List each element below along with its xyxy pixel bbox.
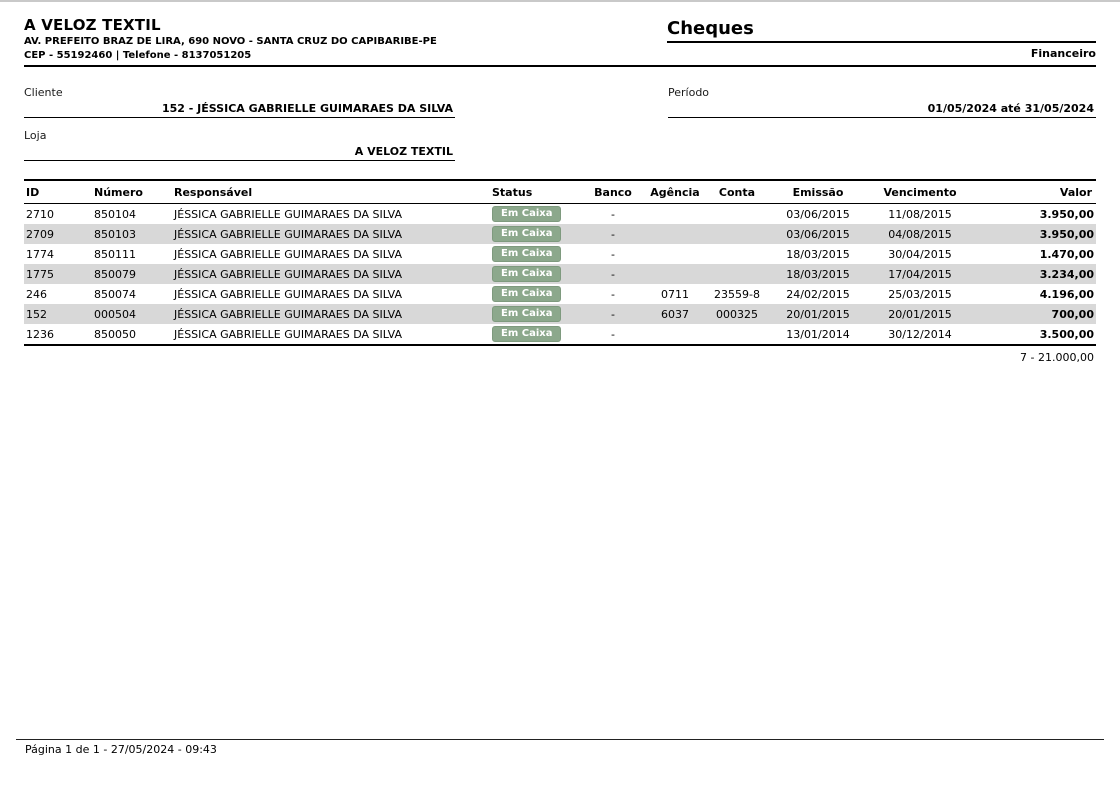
cell-conta: [706, 224, 768, 244]
cell-status: [490, 244, 582, 264]
cell-emissao: 20/01/2015: [786, 307, 850, 321]
col-header-agencia: Agência: [650, 186, 700, 199]
periodo-label: Período: [668, 86, 710, 99]
filters-row-1: [24, 86, 1096, 118]
cell-responsavel: JÉSSICA GABRIELLE GUIMARAES DA SILVA: [174, 307, 403, 321]
cell-valor: 4.196,00: [1039, 287, 1094, 301]
table-summary-total: 7 - 21.000,00: [1020, 351, 1094, 364]
cell-responsavel: JÉSSICA GABRIELLE GUIMARAES DA SILVA: [174, 267, 403, 281]
cell-banco: -: [611, 307, 615, 321]
cell-agencia: [644, 204, 706, 225]
cell-vencimento: 30/12/2014: [888, 327, 952, 341]
periodo-field: [668, 86, 1096, 118]
cliente-label: Cliente: [24, 86, 63, 99]
cell-banco: -: [611, 247, 615, 261]
cell-status: [490, 284, 582, 304]
cell-valor: 1.470,00: [1039, 247, 1094, 261]
cell-numero: 850111: [94, 247, 136, 261]
cell-status: [490, 324, 582, 345]
cheques-table-body: [24, 204, 1096, 346]
filters-row-2: [24, 129, 1096, 161]
col-header-vencimento: Vencimento: [883, 186, 957, 199]
col-header-valor: Valor: [1059, 186, 1092, 199]
cell-agencia: [644, 244, 706, 264]
cell-emissao: 13/01/2014: [786, 327, 850, 341]
company-address-line1: AV. PREFEITO BRAZ DE LIRA, 690 NOVO - SANTA CRUZ DO CAPIBARIBE-PE: [24, 36, 437, 47]
cell-vencimento: 30/04/2015: [888, 247, 952, 261]
status-badge: Em Caixa: [492, 206, 561, 222]
cell-banco: -: [611, 287, 615, 301]
header-divider: [24, 65, 1096, 67]
cell-id: 1774: [26, 247, 54, 261]
cell-responsavel: JÉSSICA GABRIELLE GUIMARAES DA SILVA: [174, 227, 403, 241]
cell-emissao: 03/06/2015: [786, 227, 850, 241]
cell-id: 2710: [26, 207, 54, 221]
table-row: [24, 264, 1096, 284]
status-badge: Em Caixa: [492, 326, 561, 342]
cell-numero: 850104: [94, 207, 136, 221]
cell-numero: 850079: [94, 267, 136, 281]
filters-section: [24, 86, 1096, 161]
periodo-value: 01/05/2024 até 31/05/2024: [927, 102, 1094, 115]
status-badge: Em Caixa: [492, 266, 561, 282]
cell-banco: -: [611, 227, 615, 241]
col-header-status: Status: [492, 186, 533, 199]
report-header: [24, 16, 1096, 62]
cell-status: [490, 224, 582, 244]
cell-id: 152: [26, 307, 47, 321]
report-page: [0, 2, 1120, 364]
table-header-row: [24, 180, 1096, 204]
col-header-numero: Número: [94, 186, 143, 199]
cell-valor: 3.950,00: [1039, 207, 1094, 221]
cell-agencia: 0711: [661, 287, 689, 301]
col-header-responsavel: Responsável: [174, 186, 253, 199]
cell-conta: [706, 244, 768, 264]
status-badge: Em Caixa: [492, 226, 561, 242]
cell-banco: -: [611, 207, 615, 221]
cell-emissao: 24/02/2015: [786, 287, 850, 301]
cell-agencia: [644, 224, 706, 244]
page-info: Página 1 de 1 - 27/05/2024 - 09:43: [25, 743, 217, 756]
cell-conta: 000325: [716, 307, 758, 321]
col-header-banco: Banco: [594, 186, 632, 199]
status-badge: Em Caixa: [492, 286, 561, 302]
title-block: [667, 16, 1096, 60]
report-category: Financeiro: [1030, 47, 1096, 60]
status-badge: Em Caixa: [492, 246, 561, 262]
col-header-emissao: Emissão: [792, 186, 844, 199]
cell-banco: -: [611, 267, 615, 281]
company-address-line2: CEP - 55192460 | Telefone - 8137051205: [24, 50, 252, 61]
cell-responsavel: JÉSSICA GABRIELLE GUIMARAES DA SILVA: [174, 287, 403, 301]
cell-id: 2709: [26, 227, 54, 241]
col-header-id: ID: [26, 186, 40, 199]
cell-numero: 850074: [94, 287, 136, 301]
loja-value: A VELOZ TEXTIL: [354, 145, 453, 158]
cell-banco: -: [611, 327, 615, 341]
cell-id: 1775: [26, 267, 54, 281]
cell-conta: 23559-8: [714, 287, 760, 301]
loja-label: Loja: [24, 129, 47, 142]
cell-emissao: 18/03/2015: [786, 267, 850, 281]
cell-vencimento: 25/03/2015: [888, 287, 952, 301]
cell-responsavel: JÉSSICA GABRIELLE GUIMARAES DA SILVA: [174, 247, 403, 261]
cell-agencia: [644, 324, 706, 345]
cell-conta: [706, 264, 768, 284]
table-row: [24, 324, 1096, 345]
cell-numero: 850050: [94, 327, 136, 341]
cell-id: 1236: [26, 327, 54, 341]
report-footer: [16, 739, 1104, 756]
cell-emissao: 18/03/2015: [786, 247, 850, 261]
status-badge: Em Caixa: [492, 306, 561, 322]
table-row: [24, 244, 1096, 264]
table-row: [24, 284, 1096, 304]
cell-status: [490, 264, 582, 284]
company-block: [24, 16, 624, 62]
cell-id: 246: [26, 287, 47, 301]
table-row: [24, 224, 1096, 244]
col-header-conta: Conta: [718, 186, 756, 199]
cell-conta: [706, 324, 768, 345]
cell-vencimento: 17/04/2015: [888, 267, 952, 281]
cell-numero: 000504: [94, 307, 136, 321]
cell-responsavel: JÉSSICA GABRIELLE GUIMARAES DA SILVA: [174, 327, 403, 341]
cell-agencia: 6037: [661, 307, 689, 321]
cell-responsavel: JÉSSICA GABRIELLE GUIMARAES DA SILVA: [174, 207, 403, 221]
cliente-field: [24, 86, 455, 118]
cell-vencimento: 04/08/2015: [888, 227, 952, 241]
cell-conta: [706, 204, 768, 225]
cell-valor: 3.500,00: [1039, 327, 1094, 341]
loja-field: [24, 129, 455, 161]
cell-vencimento: 11/08/2015: [888, 207, 952, 221]
table-row: [24, 204, 1096, 225]
cell-valor: 3.950,00: [1039, 227, 1094, 241]
cell-vencimento: 20/01/2015: [888, 307, 952, 321]
cliente-value: 152 - JÉSSICA GABRIELLE GUIMARAES DA SILVA: [161, 102, 453, 115]
cell-agencia: [644, 264, 706, 284]
table-row: [24, 304, 1096, 324]
cell-valor: 700,00: [1051, 307, 1094, 321]
cell-status: [490, 204, 582, 225]
cheques-table: [24, 179, 1096, 346]
cell-status: [490, 304, 582, 324]
cell-valor: 3.234,00: [1039, 267, 1094, 281]
cell-numero: 850103: [94, 227, 136, 241]
cell-emissao: 03/06/2015: [786, 207, 850, 221]
report-title: Cheques: [667, 18, 1096, 43]
company-name: A VELOZ TEXTIL: [24, 16, 161, 34]
